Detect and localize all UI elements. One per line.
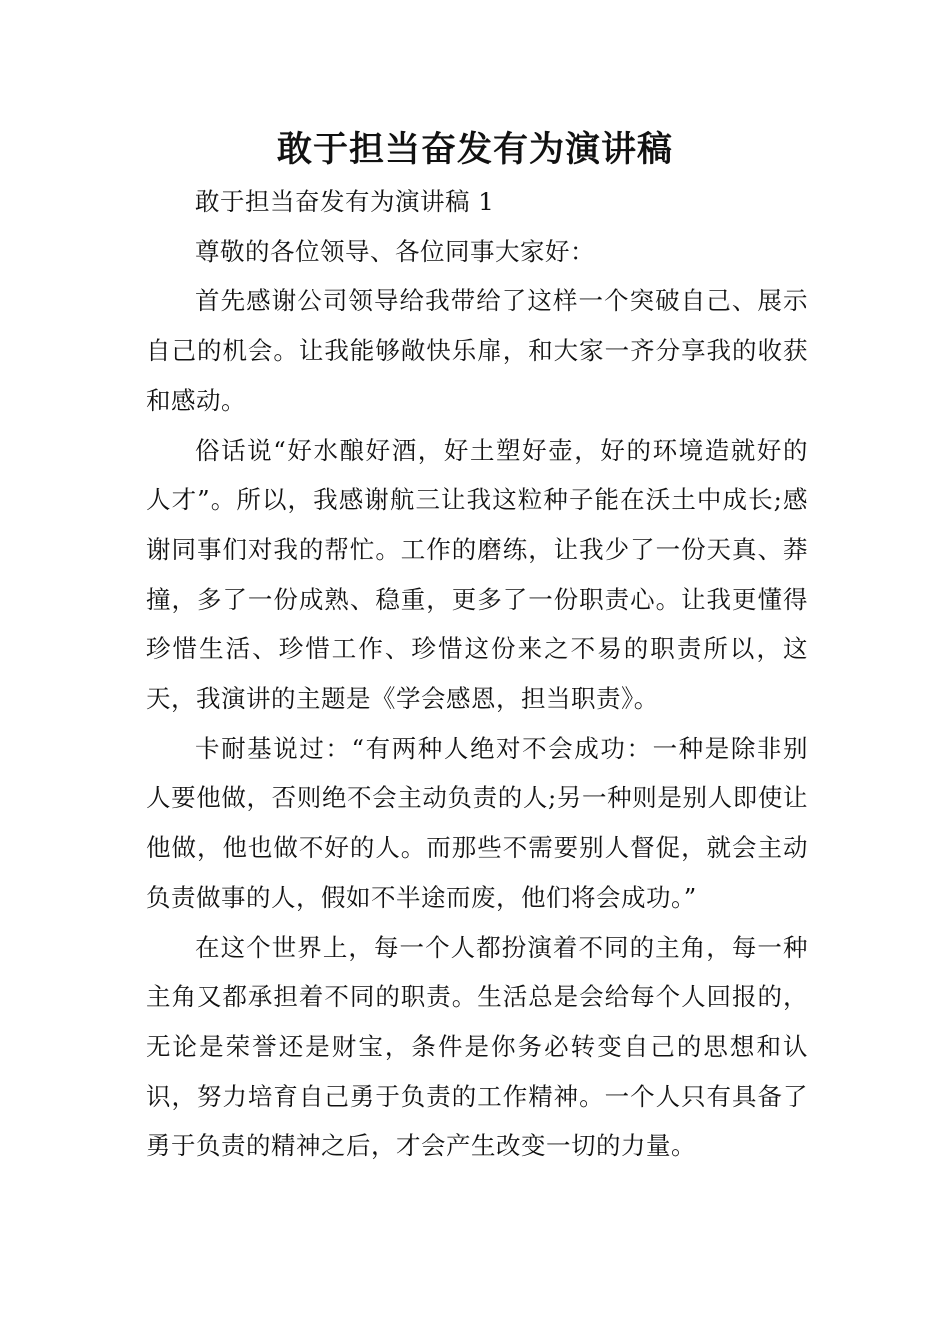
paragraph-responsibility: 在这个世界上，每一个人都扮演着不同的主角，每一种主角又都承担着不同的职责。生活总是会给每个人回报的，无论是荣誉还是财宝，条件是你务必转变自己的思想和认识，努力培育自己勇于负责的工作精神。一个人只有具备了勇于负责的精神之后，才会产生改变一切的力量。 (146, 932, 808, 1161)
document-body (146, 177, 808, 1171)
paragraph-opening: 首先感谢公司领导给我带给了这样一个突破自己、展示自己的机会。让我能够敞快乐扉，和大家一齐分享我的收获和感动。 (146, 286, 808, 415)
document-title: 敢于担当奋发有为演讲稿 (276, 130, 673, 170)
paragraph-subtitle: 敢于担当奋发有为演讲稿 1 (195, 187, 495, 216)
paragraph-greeting: 尊敬的各位领导、各位同事大家好： (195, 236, 595, 266)
paragraph-proverb: 俗话说“好水酿好酒，好土塑好壶，好的环境造就好的人才”。所以，我感谢航三让我这粒种子能在沃土中成长;感谢同事们对我的帮忙。工作的磨练，让我少了一份天真、莽撞，多了一份成熟、稳重，更多了一份职责心。让我更懂得珍惜生活、珍惜工作、珍惜这份来之不易的职责所以，这天，我演讲的主题是《学会感恩，担当职责》。 (146, 435, 808, 714)
paragraph-carnegie-quote: 卡耐基说过：“有两种人绝对不会成功：一种是除非别人要他做，否则绝不会主动负责的人;另一种则是别人即使让他做，他也做不好的人。而那些不需要别人督促，就会主动负责做事的人，假如不半途而废，他们将会成功。” (146, 733, 808, 912)
